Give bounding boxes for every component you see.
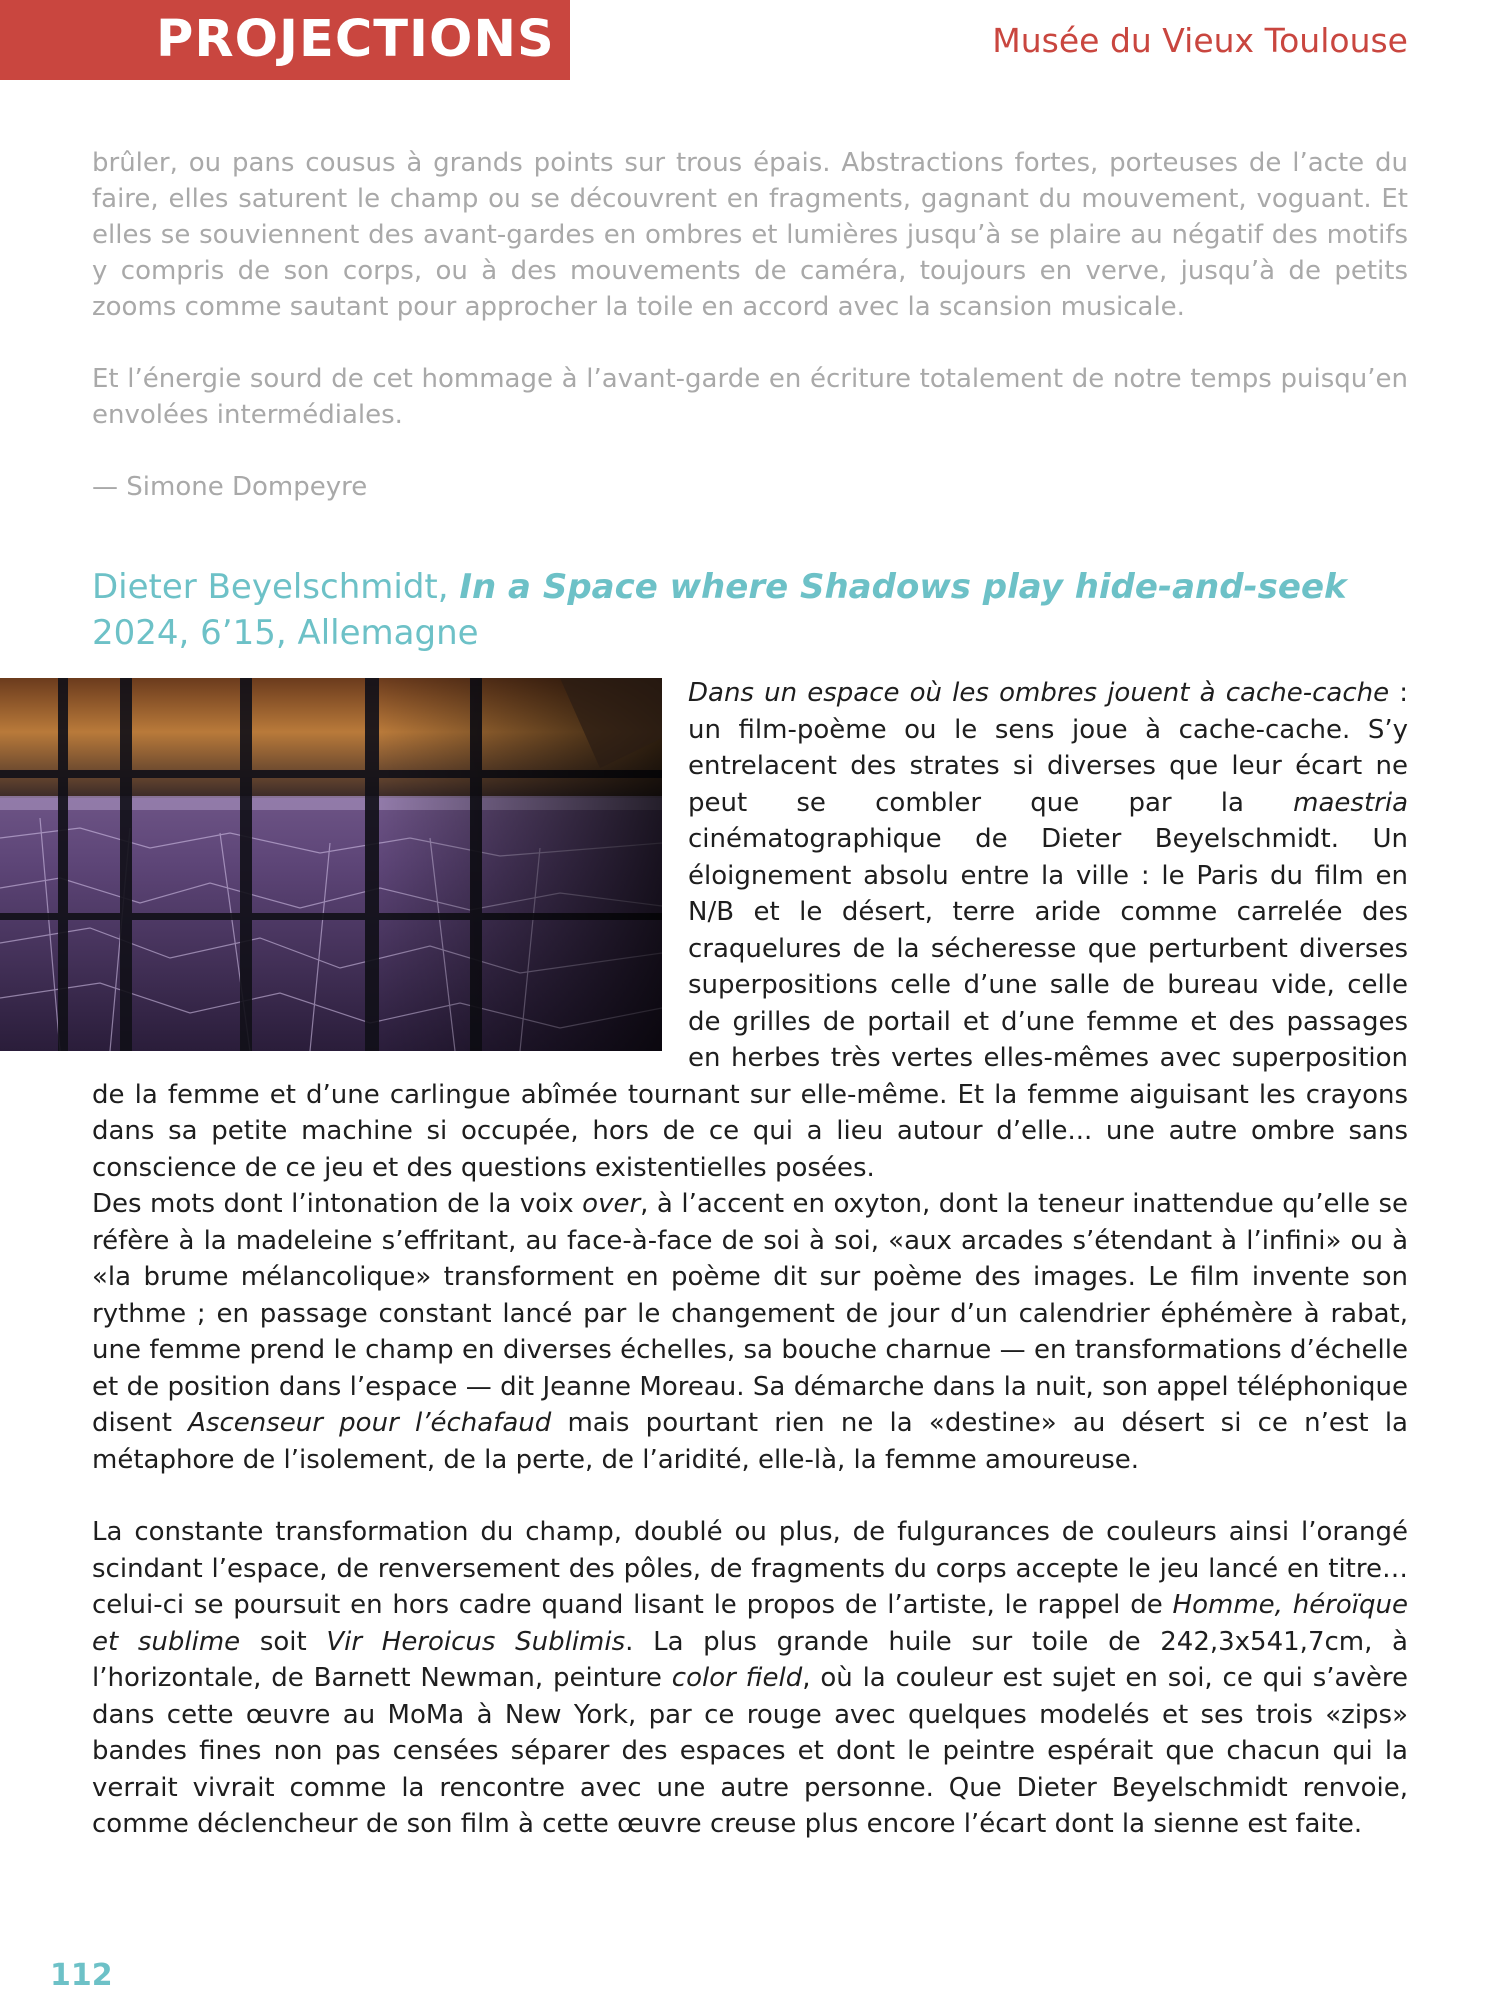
p3-italic-color-field: color field [671,1663,803,1693]
p1-text-2: cinématographique de Dieter Beyelschmidt. Un éloignement absolu entre la ville : le Paris du film en N/B et le désert, terre aride comme carrelée des craquelures de la sécheresse que perturbent diverses superpositions celle d’une salle de bureau vide, celle de grilles de portail et d’une femme et des passages en herbes très vertes elles-mêmes avec superposition de la femme et d’une carlingue abîmée tournant sur elle-même. Et la femme aiguisant les crayons dans sa petite machine si occupée, hors de ce qui a lieu autour d’elle... une autre ombre sans conscience de ce jeu et des questions existentielles posées. [92,824,1408,1183]
p3-text-4: , où la couleur est sujet en soi, ce qui s’avère dans cette œuvre au MoMa à New York, par ce rouge avec quelques modelés et ses trois «zips» bandes fines non pas censées séparer des espaces et dont le peintre espérait que chacun qui la verrait vivrait comme la rencontre avec une autre personne. Que Dieter Beyelschmidt renvoie, comme déclencheur de son film à cette œuvre creuse plus encore l’écart dont la sienne est faite. [92,1663,1408,1839]
previous-paragraph-2: Et l’énergie sourd de cet hommage à l’avant-garde en écriture totalement de notre temps puisqu’en envolées intermédiales. [92,364,1408,430]
previous-paragraph-1: brûler, ou pans cousus à grands points sur trous épais. Abstractions fortes, porteuses de l’acte du faire, elles saturent le champ ou se découvrent en fragments, gagnant du mouvement, voguant. Et elles se souviennent des avant-gardes en ombres et lumières jusqu’à se plaire au négatif des motifs y compris de son corps, ou à des mouvements de caméra, toujours en verve, jusqu’à de petits zooms comme sautant pour approcher la toile en accord avec la scansion musicale. [92,148,1408,322]
description-paragraph-2 [92,1186,1408,1478]
p2-italic-film: Ascenseur pour l’échafaud [188,1408,552,1438]
film-title: In a Space where Shadows play hide-and-seek [459,567,1347,607]
p1-italic-title: Dans un espace où les ombres jouent à cache-cache [688,678,1390,708]
section-title: PROJECTIONS [156,10,555,69]
film-details: 2024, 6’15, Allemagne [92,613,479,653]
p2-text-2: , à l’accent en oxyton, dont la teneur inattendue qu’elle se réfère à la madeleine s’effritant, au face-à-face de soi à soi, «aux arcades s’étendant à l’infini» ou à «la brume mélancolique» transforment en poème dit sur poème des images. Le film invente son rythme ; en passage constant lancé par le changement de jour d’un calendrier éphémère à rabat, une femme prend le champ en diverses échelles, sa bouche charnue — en transformations d’échelle et de position dans l’espace — dit Jeanne Moreau. Sa démarche dans la nuit, son appel téléphonique disent [92,1189,1408,1438]
p1-text-1: : un film-poème ou le sens joue à cache-cache. S’y entrelacent des strates si diverses que leur écart ne peut se combler que par la [688,678,1409,818]
p3-italic-homme: Homme, héroïque et sublime [92,1590,1408,1657]
p1-italic-maestria: maestria [1293,787,1408,818]
previous-article-text [92,145,1408,541]
film-artist: Dieter Beyelschmidt, [92,567,460,607]
page-number: 112 [50,1958,113,1993]
p2-text-3: mais pourtant rien ne la «destine» au désert si ce n’est la métaphore de l’isolement, de la perte, de l’aridité, elle-là, la femme amoureuse. [92,1408,1408,1475]
p3-text-3: . La plus grande huile sur toile de 242,3x541,7cm, à l’horizontale, de Barnett Newman, peinture [92,1626,1408,1693]
description-paragraph-3 [92,1514,1408,1843]
film-description [92,675,1408,1843]
image-wrap-spacer [92,675,688,1075]
p2-italic-over: over [582,1189,641,1219]
p3-text-2: soit [240,1626,327,1657]
p2-text-1: Des mots dont l’intonation de la voix [92,1189,583,1219]
film-heading [92,564,1412,656]
p3-italic-vir: Vir Heroicus Sublimis [326,1626,626,1657]
p3-text-1: La constante transformation du champ, doublé ou plus, de fulgurances de couleurs ainsi l’orangé scindant l’espace, de renversement des pôles, de fragments du corps accepte le jeu lancé en titre… celui-ci se poursuit en hors cadre quand lisant le propos de l’artiste, le rappel de [92,1517,1408,1620]
previous-author: — Simone Dompeyre [92,472,368,502]
venue-title: Musée du Vieux Toulouse [992,21,1408,60]
film-title-line [92,564,1412,610]
